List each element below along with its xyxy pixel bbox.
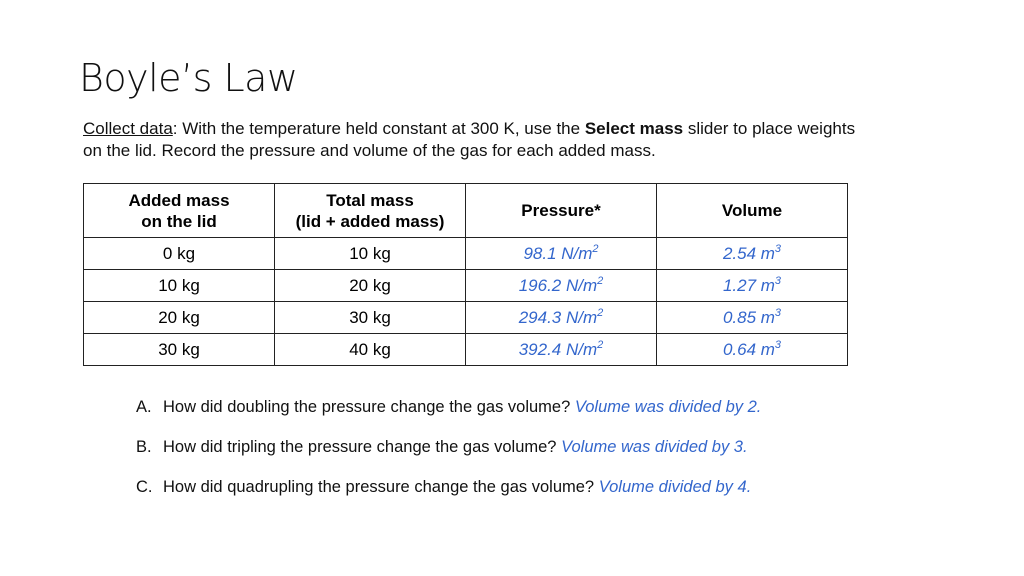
question-text: How did tripling the pressure change the gas volume?	[163, 438, 557, 456]
question-b	[136, 438, 761, 478]
question-text: How did doubling the pressure change the gas volume?	[163, 398, 571, 416]
table-row	[84, 302, 848, 334]
cell-pressure: 294.3 $N/m^2$	[466, 302, 657, 334]
cell-total-mass: 10 kg	[275, 238, 466, 270]
cell-volume: 0.64 $m^3$	[657, 334, 848, 366]
cell-added-mass: 0 kg	[84, 238, 275, 270]
question-text: How did quadrupling the pressure change the gas volume?	[163, 478, 595, 496]
cell-added-mass: 10 kg	[84, 270, 275, 302]
questions-list	[136, 398, 761, 518]
intro-text-2: slider to place weights on the lid. Record the pressure and volume of the gas for each added mass.	[83, 119, 856, 160]
question-letter: B.	[136, 438, 152, 456]
question-letter: C.	[136, 478, 153, 496]
header-pressure: Pressure*	[466, 184, 657, 238]
cell-added-mass: 20 kg	[84, 302, 275, 334]
header-volume: Volume	[657, 184, 848, 238]
collect-data-label: Collect data	[83, 119, 173, 138]
question-letter: A.	[136, 398, 152, 416]
table-row	[84, 238, 848, 270]
cell-total-mass: 40 kg	[275, 334, 466, 366]
cell-pressure: 98.1 $N/m^2$	[466, 238, 657, 270]
table-row	[84, 270, 848, 302]
answer-text: Volume was divided by 2.	[574, 398, 762, 416]
intro-text-1: : With the temperature held constant at 300 K, use the	[172, 119, 585, 138]
slide-title: Boyle’s Law	[79, 56, 298, 100]
header-added-mass: Added mass on the lid	[84, 184, 275, 238]
answer-text: Volume divided by 4.	[598, 478, 752, 496]
header-total-mass: Total mass (lid + added mass)	[275, 184, 466, 238]
cell-total-mass: 30 kg	[275, 302, 466, 334]
cell-volume: 0.85 $m^3$	[657, 302, 848, 334]
cell-total-mass: 20 kg	[275, 270, 466, 302]
cell-volume: 2.54 $m^3$	[657, 238, 848, 270]
question-a	[136, 398, 761, 438]
data-table	[83, 183, 848, 366]
table-header-row	[84, 184, 848, 238]
cell-added-mass: 30 kg	[84, 334, 275, 366]
select-mass-label: Select mass	[584, 119, 684, 138]
cell-volume: 1.27 $m^3$	[657, 270, 848, 302]
table-row	[84, 334, 848, 366]
cell-pressure: 196.2 $N/m^2$	[466, 270, 657, 302]
intro-paragraph	[83, 118, 863, 162]
cell-pressure: 392.4 $N/m^2$	[466, 334, 657, 366]
question-c	[136, 478, 761, 518]
answer-text: Volume was divided by 3.	[561, 438, 748, 456]
